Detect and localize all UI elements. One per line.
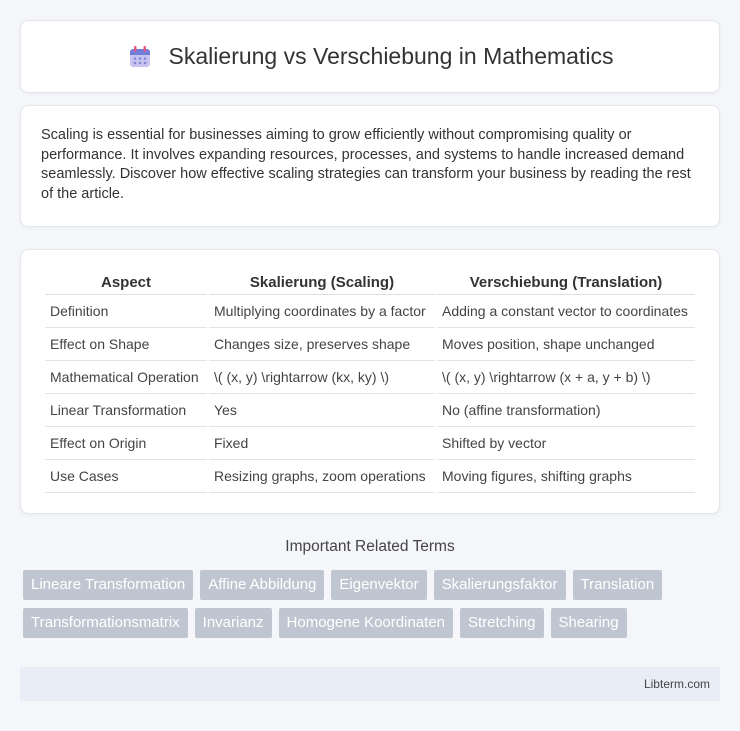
table-cell: Effect on Origin: [45, 427, 207, 460]
tag-transformationsmatrix[interactable]: Transformationsmatrix: [23, 608, 188, 638]
column-header-aspect: Aspect: [45, 270, 207, 295]
table-cell: Multiplying coordinates by a factor: [209, 295, 435, 328]
intro-card: [20, 105, 720, 227]
table-cell: Effect on Shape: [45, 328, 207, 361]
tag-homogene-koordinaten[interactable]: Homogene Koordinaten: [279, 608, 453, 638]
tag-skalierungsfaktor[interactable]: Skalierungsfaktor: [434, 570, 566, 600]
tag-affine-abbildung[interactable]: Affine Abbildung: [200, 570, 324, 600]
table-cell: Use Cases: [45, 460, 207, 493]
tag-translation[interactable]: Translation: [573, 570, 663, 600]
table-cell: \( (x, y) \rightarrow (kx, ky) \): [209, 361, 435, 394]
table-row: [45, 328, 695, 361]
table-cell: \( (x, y) \rightarrow (x + a, y + b) \): [437, 361, 695, 394]
table-row: [45, 295, 695, 328]
table-cell: Mathematical Operation: [45, 361, 207, 394]
footer-brand-link[interactable]: Libterm.com: [643, 677, 710, 691]
table-row: [45, 460, 695, 493]
table-header-row: [45, 270, 695, 295]
intro-text: Scaling is essential for businesses aiming to grow efficiently without compromising quality or performance. It involves expanding resources, processes, and systems to handle increased demand seamlessly. Discover how effective scaling strategies can transform your business by reading the rest of the article.: [41, 127, 691, 202]
table-cell: Changes size, preserves shape: [209, 328, 435, 361]
table-cell: Yes: [209, 394, 435, 427]
column-header-translation: Verschiebung (Translation): [437, 270, 695, 295]
tag-lineare-transformation[interactable]: Lineare Transformation: [23, 570, 193, 600]
table-cell: Adding a constant vector to coordinates: [437, 295, 695, 328]
table-cell: Moving figures, shifting graphs: [437, 460, 695, 493]
related-terms-tags: [20, 570, 720, 638]
related-terms-title: Important Related Terms: [285, 538, 455, 555]
table-cell: Shifted by vector: [437, 427, 695, 460]
table-cell: Definition: [45, 295, 207, 328]
table-row: [45, 361, 695, 394]
table-row: [45, 394, 695, 427]
comparison-table: [43, 270, 697, 493]
page-title: Skalierung vs Verschiebung in Mathematics: [168, 43, 614, 69]
tag-eigenvektor[interactable]: Eigenvektor: [331, 570, 426, 600]
table-row: [45, 427, 695, 460]
tag-invarianz[interactable]: Invarianz: [195, 608, 272, 638]
table-cell: Fixed: [209, 427, 435, 460]
comparison-table-card: [20, 249, 720, 514]
column-header-scaling: Skalierung (Scaling): [209, 270, 435, 295]
related-terms-section: [20, 538, 720, 638]
table-cell: Resizing graphs, zoom operations: [209, 460, 435, 493]
calendar-icon: [127, 44, 153, 70]
table-cell: Linear Transformation: [45, 394, 207, 427]
table-cell: Moves position, shape unchanged: [437, 328, 695, 361]
footer: [20, 667, 720, 701]
tag-shearing[interactable]: Shearing: [551, 608, 627, 638]
tag-stretching[interactable]: Stretching: [460, 608, 544, 638]
header-card: [20, 20, 720, 93]
table-cell: No (affine transformation): [437, 394, 695, 427]
